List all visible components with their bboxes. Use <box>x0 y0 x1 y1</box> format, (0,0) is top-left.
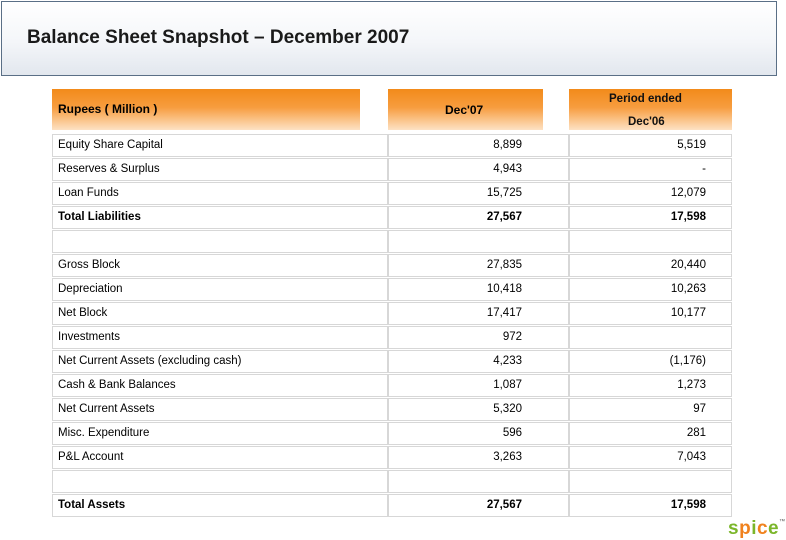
row-label: Net Current Assets <box>58 403 155 415</box>
row-value-dec06: 17,598 <box>670 211 706 223</box>
row-dec07-cell <box>388 206 569 229</box>
row-dec07-cell <box>388 470 569 493</box>
row-dec06-cell <box>569 230 732 253</box>
row-dec07-cell <box>388 374 569 397</box>
row-value-dec06: 12,079 <box>670 187 706 199</box>
row-label-cell <box>52 470 388 493</box>
row-dec07-cell <box>388 326 569 349</box>
row-dec07-cell <box>388 230 569 253</box>
row-dec06-cell <box>569 446 732 469</box>
row-value-dec06: 5,519 <box>677 139 706 151</box>
row-dec07-cell <box>388 422 569 445</box>
row-value-dec06: 17,598 <box>670 499 706 511</box>
row-value-dec06: 97 <box>693 403 706 415</box>
row-dec07-cell <box>388 446 569 469</box>
title-bar <box>1 1 777 76</box>
row-value-dec07: 4,943 <box>493 163 522 175</box>
row-value-dec07: 27,567 <box>486 211 522 223</box>
row-dec06-cell <box>569 134 732 157</box>
row-label: Depreciation <box>58 283 123 295</box>
row-value-dec06: 20,440 <box>670 259 706 271</box>
row-dec06-cell <box>569 158 732 181</box>
column-header-dec07 <box>388 89 543 130</box>
row-label: Equity Share Capital <box>58 139 163 151</box>
row-dec06-cell <box>569 254 732 277</box>
row-dec07-cell <box>388 182 569 205</box>
row-label: Reserves & Surplus <box>58 163 160 175</box>
row-label: Total Assets <box>58 499 126 511</box>
row-value-dec06: 10,177 <box>670 307 706 319</box>
column-header-label <box>52 89 360 130</box>
column-header-period-ended: Period ended <box>609 93 682 105</box>
row-dec06-cell <box>569 374 732 397</box>
row-dec07-cell <box>388 278 569 301</box>
row-label: Cash & Bank Balances <box>58 379 176 391</box>
row-value-dec07: 15,725 <box>486 187 522 199</box>
spice-logo-wordmark: spice <box>728 518 780 539</box>
row-value-dec07: 4,233 <box>493 355 522 367</box>
row-value-dec07: 5,320 <box>493 403 522 415</box>
page-title: Balance Sheet Snapshot – December 2007 <box>27 27 410 48</box>
row-dec06-cell <box>569 422 732 445</box>
row-label: Loan Funds <box>58 187 119 199</box>
row-label: Investments <box>58 331 120 343</box>
column-header-label-text: Rupees ( Million ) <box>58 102 158 116</box>
row-label: P&L Account <box>58 451 124 463</box>
row-dec07-cell <box>388 398 569 421</box>
row-value-dec07: 1,087 <box>493 379 522 391</box>
row-dec06-cell <box>569 326 732 349</box>
row-dec07-cell <box>388 494 569 517</box>
row-value-dec06: (1,176) <box>669 355 706 367</box>
row-dec06-cell <box>569 350 732 373</box>
row-value-dec07: 8,899 <box>493 139 522 151</box>
row-value-dec07: 972 <box>502 331 522 343</box>
row-dec06-cell <box>569 302 732 325</box>
row-value-dec06: 7,043 <box>677 451 706 463</box>
row-value-dec06: - <box>702 163 706 175</box>
row-value-dec07: 27,835 <box>486 259 522 271</box>
row-label: Total Liabilities <box>58 211 141 223</box>
trademark-symbol: ™ <box>779 519 786 525</box>
row-dec07-cell <box>388 302 569 325</box>
row-dec06-cell <box>569 206 732 229</box>
row-dec07-cell <box>388 350 569 373</box>
row-label: Gross Block <box>58 259 120 271</box>
row-label-cell <box>52 230 388 253</box>
row-value-dec07: 27,567 <box>486 499 522 511</box>
row-value-dec07: 10,418 <box>486 283 522 295</box>
row-dec06-cell <box>569 398 732 421</box>
row-dec06-cell <box>569 470 732 493</box>
spice-logo <box>728 519 786 538</box>
row-label: Net Block <box>58 307 108 319</box>
row-label: Misc. Expenditure <box>58 427 150 439</box>
row-value-dec06: 281 <box>686 427 706 439</box>
row-dec07-cell <box>388 158 569 181</box>
row-dec07-cell <box>388 134 569 157</box>
row-label: Net Current Assets (excluding cash) <box>58 355 242 367</box>
column-header-dec07-text: Dec'07 <box>445 103 484 117</box>
row-dec06-cell <box>569 278 732 301</box>
row-value-dec06: 1,273 <box>677 379 706 391</box>
row-dec07-cell <box>388 254 569 277</box>
row-value-dec07: 3,263 <box>493 451 522 463</box>
row-dec06-cell <box>569 182 732 205</box>
row-value-dec07: 17,417 <box>486 307 522 319</box>
row-value-dec07: 596 <box>502 427 522 439</box>
column-header-dec06-text: Dec'06 <box>628 116 665 128</box>
row-value-dec06: 10,263 <box>670 283 706 295</box>
row-dec06-cell <box>569 494 732 517</box>
